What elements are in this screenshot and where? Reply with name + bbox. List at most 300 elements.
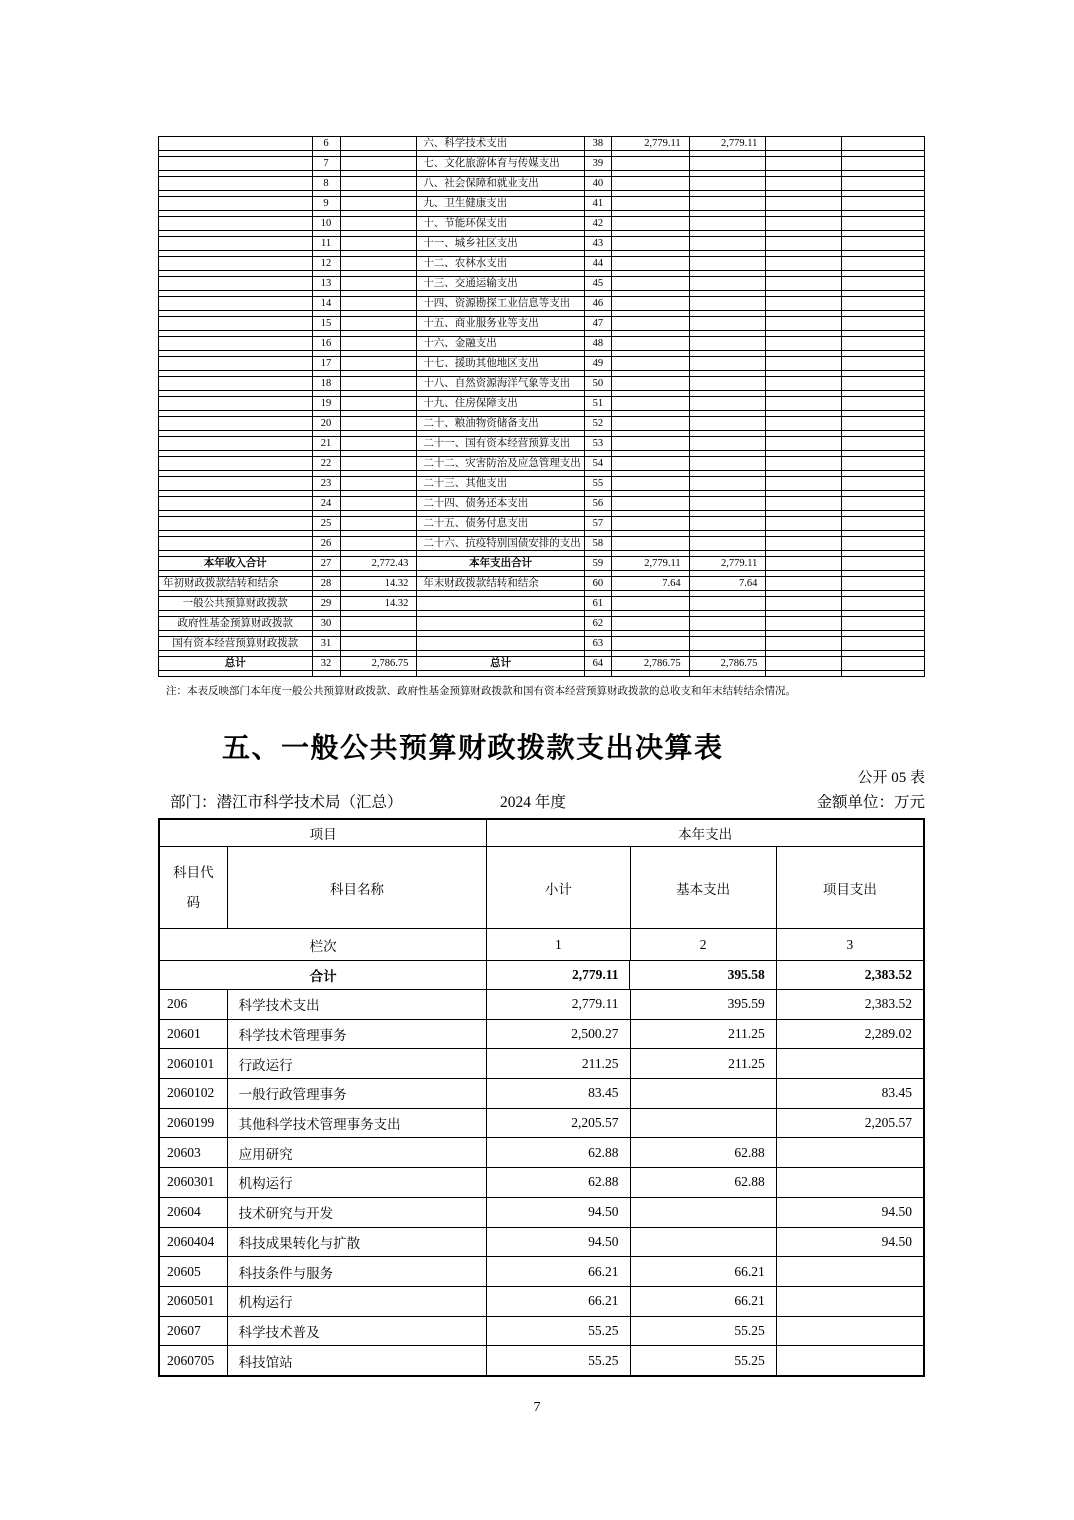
section-title: 五、一般公共预算财政拨款支出决算表 (222, 732, 724, 763)
project-expense-amount-cell (777, 1317, 923, 1346)
expense-gov-fund-amount (766, 337, 841, 351)
expense-line-number: 53 (585, 437, 611, 451)
income-item-label (159, 237, 312, 251)
expense-gov-fund-amount-cell (766, 517, 842, 536)
subject-name-cell: 其他科学技术管理事务支出 (228, 1109, 488, 1138)
income-item-cell (159, 657, 313, 676)
expense-general-budget-amount (690, 477, 766, 491)
expense-state-capital-amount (842, 157, 924, 171)
income-amount-cell (341, 557, 418, 576)
expense-total-amount (612, 277, 689, 291)
expense-item-cell (417, 217, 585, 236)
expense-state-capital-amount (842, 517, 924, 531)
table-row (160, 1108, 923, 1138)
income-item-cell (159, 257, 313, 276)
expense-item-label: 十、节能环保支出 (417, 217, 584, 231)
expense-line-number: 59 (585, 557, 611, 571)
expense-item-cell (417, 357, 585, 376)
header-year-expense-cell: 本年支出 (678, 827, 733, 842)
income-line-number: 23 (313, 477, 340, 491)
expense-gov-fund-amount (766, 537, 841, 551)
expense-general-budget-amount-cell (690, 177, 767, 196)
expense-state-capital-amount-cell (842, 357, 924, 376)
income-item-label: 国有资本经营预算财政拨款 (159, 637, 312, 651)
expense-item-label: 年末财政拨款结转和结余 (417, 577, 584, 591)
expense-total-amount-cell (612, 477, 690, 496)
table-row (159, 497, 924, 517)
income-amount-cell (341, 617, 418, 636)
table-row (159, 577, 924, 597)
expense-state-capital-amount (842, 657, 924, 671)
expense-line-number: 57 (585, 517, 611, 531)
table-row (160, 1256, 923, 1286)
income-amount (341, 157, 417, 171)
expense-total-amount: 2,779.11 (612, 137, 689, 151)
income-amount-cell (341, 317, 418, 336)
project-expense-amount-cell: 94.50 (881, 1233, 912, 1249)
expense-item-cell (417, 557, 585, 576)
expense-total-amount-cell (612, 257, 690, 276)
expense-state-capital-amount (842, 577, 924, 591)
expense-general-budget-amount: 2,779.11 (690, 557, 766, 571)
expense-state-capital-amount (842, 637, 924, 651)
expense-state-capital-amount (842, 337, 924, 351)
income-amount-cell (341, 197, 418, 216)
subject-code-cell: 2060199 (160, 1109, 228, 1138)
expense-gov-fund-amount-cell (766, 397, 842, 416)
expense-general-budget-amount (690, 277, 766, 291)
expense-general-budget-amount-cell (690, 237, 767, 256)
expense-general-budget-amount (690, 437, 766, 451)
expense-gov-fund-amount (766, 377, 841, 391)
expense-line-number-cell (585, 257, 612, 276)
expense-gov-fund-amount-cell (766, 437, 842, 456)
project-expense-amount-cell: 2,289.02 (864, 1026, 912, 1042)
expense-total-amount-cell (612, 157, 690, 176)
expense-general-budget-amount-cell (690, 617, 767, 636)
income-line-number-cell (313, 497, 341, 516)
expense-state-capital-amount (842, 277, 924, 291)
income-amount-cell (341, 657, 418, 676)
expense-gov-fund-amount-cell (766, 477, 842, 496)
expense-general-budget-amount (690, 397, 766, 411)
income-line-number: 22 (313, 457, 340, 471)
expense-total-amount-cell (612, 517, 690, 536)
basic-expense-amount-cell (631, 1079, 777, 1108)
income-item-cell (159, 317, 313, 336)
expense-item-cell (417, 177, 585, 196)
income-item-cell (159, 477, 313, 496)
table-row (160, 1019, 923, 1049)
income-line-number: 7 (313, 157, 340, 171)
income-line-number: 31 (313, 637, 340, 651)
expense-line-number-cell (585, 397, 612, 416)
income-line-number-cell (313, 177, 341, 196)
expense-total-amount (612, 597, 689, 611)
expense-item-cell (417, 637, 585, 656)
expense-total-amount-cell (612, 137, 690, 156)
column-index-1-cell: 1 (487, 929, 630, 960)
income-amount (341, 457, 417, 471)
table-code-label: 公开 05 表 (857, 770, 925, 786)
expense-state-capital-amount-cell (842, 257, 924, 276)
income-line-number-cell (313, 557, 341, 576)
expense-line-number: 56 (585, 497, 611, 511)
expense-line-number: 64 (585, 657, 611, 671)
income-item-label (159, 317, 312, 331)
subject-name-cell: 科技馆站 (228, 1346, 488, 1375)
expense-general-budget-amount-cell (690, 577, 767, 596)
expense-line-number-cell (585, 377, 612, 396)
income-item-cell (159, 577, 313, 596)
expense-general-budget-amount (690, 177, 766, 191)
expense-general-budget-amount-cell (690, 297, 767, 316)
expense-general-budget-amount (690, 617, 766, 631)
income-item-cell (159, 377, 313, 396)
income-item-label (159, 457, 312, 471)
income-amount-cell (341, 397, 418, 416)
expense-general-budget-amount (690, 257, 766, 271)
project-expense-amount-cell: 2,205.57 (864, 1115, 912, 1131)
income-amount (341, 257, 417, 271)
expense-state-capital-amount-cell (842, 157, 924, 176)
income-amount (341, 417, 417, 431)
income-line-number-cell (313, 637, 341, 656)
income-amount: 14.32 (341, 597, 417, 611)
expense-total-amount-cell (612, 197, 690, 216)
expense-line-number-cell (585, 217, 612, 236)
income-line-number: 15 (313, 317, 340, 331)
subtotal-amount-cell: 62.88 (487, 1138, 630, 1167)
expense-total-amount (612, 297, 689, 311)
subject-code-cell: 2060404 (160, 1228, 228, 1257)
income-amount: 2,772.43 (341, 557, 417, 571)
income-amount-cell (341, 637, 418, 656)
income-item-label (159, 437, 312, 451)
expense-line-number-cell (585, 537, 612, 556)
income-item-label (159, 177, 312, 191)
expense-general-budget-amount (690, 297, 766, 311)
expense-line-number: 55 (585, 477, 611, 491)
income-line-number: 13 (313, 277, 340, 291)
income-line-number-cell (313, 297, 341, 316)
expense-line-number-cell (585, 597, 612, 616)
table-row (159, 297, 924, 317)
income-amount (341, 637, 417, 651)
expense-state-capital-amount (842, 617, 924, 631)
income-amount: 2,786.75 (341, 657, 417, 671)
expense-general-budget-amount-cell (690, 657, 767, 676)
expense-state-capital-amount (842, 477, 924, 491)
income-item-cell (159, 437, 313, 456)
expense-line-number: 46 (585, 297, 611, 311)
expense-total-amount-cell (612, 277, 690, 296)
expense-general-budget-amount-cell (690, 257, 767, 276)
expense-gov-fund-amount-cell (766, 197, 842, 216)
expense-item-label: 十二、农林水支出 (417, 257, 584, 271)
expense-total-amount (612, 477, 689, 491)
expense-total-amount-cell (612, 417, 690, 436)
expense-total-amount (612, 437, 689, 451)
expense-state-capital-amount (842, 237, 924, 251)
expense-state-capital-amount-cell (842, 397, 924, 416)
expense-general-budget-amount (690, 197, 766, 211)
income-line-number-cell (313, 357, 341, 376)
income-line-number: 21 (313, 437, 340, 451)
income-item-label (159, 397, 312, 411)
expense-line-number: 60 (585, 577, 611, 591)
income-amount-cell (341, 217, 418, 236)
expense-total-amount (612, 497, 689, 511)
expense-general-budget-amount-cell (690, 157, 767, 176)
income-line-number: 17 (313, 357, 340, 371)
expense-item-cell (417, 377, 585, 396)
income-amount-cell (341, 417, 418, 436)
expense-item-cell (417, 457, 585, 476)
expense-state-capital-amount-cell (842, 497, 924, 516)
income-line-number-cell (313, 397, 341, 416)
expense-line-number: 39 (585, 157, 611, 171)
expense-item-label: 十五、商业服务业等支出 (417, 317, 584, 331)
expense-total-amount (612, 637, 689, 651)
income-item-cell (159, 497, 313, 516)
income-item-label (159, 357, 312, 371)
income-line-number-cell (313, 157, 341, 176)
income-amount (341, 137, 417, 151)
header-subject-name-cell: 科目名称 (228, 847, 488, 928)
income-amount-cell (341, 257, 418, 276)
expense-item-cell (417, 517, 585, 536)
subtotal-amount-cell: 94.50 (487, 1228, 630, 1257)
expense-line-number-cell (585, 417, 612, 436)
column-index-row (160, 928, 923, 960)
expense-general-budget-amount-cell (690, 197, 767, 216)
basic-expense-amount-cell (631, 1228, 777, 1257)
expense-item-label: 十八、自然资源海洋气象等支出 (417, 377, 584, 391)
expense-state-capital-amount (842, 297, 924, 311)
column-index-label-cell: 栏次 (160, 929, 487, 960)
subject-code-cell: 2060102 (160, 1079, 228, 1108)
expense-total-amount-cell (612, 597, 690, 616)
expense-state-capital-amount (842, 177, 924, 191)
income-item-cell (159, 417, 313, 436)
expense-gov-fund-amount-cell (766, 297, 842, 316)
expense-total-amount-cell (612, 437, 690, 456)
income-amount-cell (341, 497, 418, 516)
expense-general-budget-amount-cell (690, 417, 767, 436)
income-item-label: 政府性基金预算财政拨款 (159, 617, 312, 631)
expense-gov-fund-amount (766, 217, 841, 231)
expense-gov-fund-amount (766, 517, 841, 531)
expense-line-number-cell (585, 577, 612, 596)
expense-total-amount-cell (612, 357, 690, 376)
income-line-number: 25 (313, 517, 340, 531)
income-line-number: 28 (313, 577, 340, 591)
expense-line-number-cell (585, 437, 612, 456)
table-row (159, 557, 924, 577)
expense-item-cell (417, 337, 585, 356)
income-item-cell (159, 637, 313, 656)
income-item-cell (159, 197, 313, 216)
table-row (159, 217, 924, 237)
income-item-label (159, 137, 312, 151)
expense-total-amount: 2,779.11 (612, 557, 689, 571)
table-row (159, 337, 924, 357)
expense-line-number: 54 (585, 457, 611, 471)
expense-item-cell (417, 497, 585, 516)
basic-expense-amount-cell: 66.21 (631, 1257, 777, 1286)
expense-total-amount-cell (612, 637, 690, 656)
expense-gov-fund-amount-cell (766, 317, 842, 336)
income-amount-cell (341, 437, 418, 456)
expense-gov-fund-amount-cell (766, 177, 842, 196)
expense-item-label: 七、文化旅游体育与传媒支出 (417, 157, 584, 171)
expense-state-capital-amount-cell (842, 337, 924, 356)
expense-item-label: 二十三、其他支出 (417, 477, 584, 491)
expense-gov-fund-amount (766, 637, 841, 651)
income-item-label: 总计 (159, 657, 312, 671)
expense-general-budget-amount (690, 417, 766, 431)
income-item-label (159, 257, 312, 271)
expense-gov-fund-amount (766, 177, 841, 191)
income-amount-cell (341, 597, 418, 616)
income-amount (341, 237, 417, 251)
income-line-number: 26 (313, 537, 340, 551)
expense-line-number-cell (585, 297, 612, 316)
department-label: 部门：潜江市科学技术局（汇总） (170, 794, 403, 811)
expense-item-cell (417, 577, 585, 596)
subtotal-amount-cell: 94.50 (487, 1198, 630, 1227)
expense-general-budget-amount (690, 217, 766, 231)
expense-general-budget-amount-cell (690, 517, 767, 536)
income-amount (341, 177, 417, 191)
income-line-number: 20 (313, 417, 340, 431)
expense-total-amount-cell (612, 457, 690, 476)
expense-general-budget-amount: 2,779.11 (690, 137, 766, 151)
expense-gov-fund-amount (766, 417, 841, 431)
expense-state-capital-amount (842, 397, 924, 411)
income-item-cell (159, 237, 313, 256)
expense-total-amount-cell (612, 537, 690, 556)
grand-total-subtotal-cell: 2,779.11 (487, 961, 630, 989)
income-item-label (159, 197, 312, 211)
table-row (160, 989, 923, 1019)
income-amount-cell (341, 477, 418, 496)
expense-item-cell (417, 157, 585, 176)
expense-line-number-cell (585, 457, 612, 476)
expense-state-capital-amount-cell (842, 537, 924, 556)
expense-gov-fund-amount (766, 297, 841, 311)
income-amount-cell (341, 577, 418, 596)
subject-code-cell: 20605 (160, 1257, 228, 1286)
expense-general-budget-amount (690, 237, 766, 251)
expense-item-cell (417, 437, 585, 456)
table-row (159, 637, 924, 657)
income-amount-cell (341, 457, 418, 476)
expense-state-capital-amount (842, 437, 924, 451)
expense-state-capital-amount-cell (842, 577, 924, 596)
expense-item-cell (417, 297, 585, 316)
subject-code-cell: 2060101 (160, 1049, 228, 1078)
income-line-number-cell (313, 197, 341, 216)
income-amount-cell (341, 177, 418, 196)
page-number: 7 (533, 1400, 541, 1415)
table-row (160, 1078, 923, 1108)
expense-line-number-cell (585, 337, 612, 356)
expense-gov-fund-amount-cell (766, 277, 842, 296)
income-amount (341, 277, 417, 291)
subject-name-cell: 科技成果转化与扩散 (228, 1228, 488, 1257)
table-row (159, 657, 924, 677)
table-row (159, 137, 924, 157)
basic-expense-amount-cell: 211.25 (631, 1049, 777, 1078)
expense-general-budget-amount-cell (690, 477, 767, 496)
subtotal-amount-cell: 62.88 (487, 1168, 630, 1197)
table-note: 注：本表反映部门本年度一般公共预算财政拨款、政府性基金预算财政拨款和国有资本经营预算财政拨款的总收支和年末结转结余情况。 (166, 686, 796, 697)
expense-gov-fund-amount-cell (766, 497, 842, 516)
expense-state-capital-amount (842, 217, 924, 231)
income-line-number-cell (313, 657, 341, 676)
expense-item-label: 八、社会保障和就业支出 (417, 177, 584, 191)
expense-line-number-cell (585, 317, 612, 336)
expense-gov-fund-amount (766, 617, 841, 631)
expense-item-cell (417, 417, 585, 436)
expense-line-number-cell (585, 197, 612, 216)
expense-item-label: 十九、住房保障支出 (417, 397, 584, 411)
expense-general-budget-amount (690, 637, 766, 651)
expenditure-table-header-row-2 (160, 846, 923, 928)
income-amount-cell (341, 517, 418, 536)
expense-line-number: 58 (585, 537, 611, 551)
expense-item-cell (417, 657, 585, 676)
expense-gov-fund-amount (766, 597, 841, 611)
income-item-cell (159, 177, 313, 196)
expense-state-capital-amount-cell (842, 597, 924, 616)
expense-general-budget-amount-cell (690, 277, 767, 296)
expense-gov-fund-amount (766, 557, 841, 571)
expense-state-capital-amount-cell (842, 617, 924, 636)
income-item-cell (159, 557, 313, 576)
expenditure-table-header-row-1 (160, 820, 923, 846)
subject-name-cell: 机构运行 (228, 1168, 488, 1197)
income-item-label (159, 497, 312, 511)
income-line-number: 10 (313, 217, 340, 231)
expense-line-number: 63 (585, 637, 611, 651)
expense-gov-fund-amount (766, 257, 841, 271)
expense-gov-fund-amount (766, 197, 841, 211)
table-row (160, 1137, 923, 1167)
income-line-number-cell (313, 257, 341, 276)
expense-state-capital-amount-cell (842, 277, 924, 296)
expense-state-capital-amount-cell (842, 477, 924, 496)
expense-total-amount (612, 377, 689, 391)
subject-name-cell: 科学技术普及 (228, 1317, 488, 1346)
grand-total-project-cell: 2,383.52 (864, 967, 912, 982)
income-item-cell (159, 357, 313, 376)
expense-item-label: 本年支出合计 (417, 557, 584, 571)
expense-line-number-cell (585, 517, 612, 536)
expense-total-amount-cell (612, 497, 690, 516)
income-line-number-cell (313, 597, 341, 616)
expense-gov-fund-amount-cell (766, 377, 842, 396)
expense-state-capital-amount (842, 197, 924, 211)
income-item-cell (159, 537, 313, 556)
table-row (160, 1286, 923, 1316)
table-row (159, 357, 924, 377)
expense-gov-fund-amount-cell (766, 657, 842, 676)
income-amount-cell (341, 337, 418, 356)
basic-expense-amount-cell (631, 1109, 777, 1138)
